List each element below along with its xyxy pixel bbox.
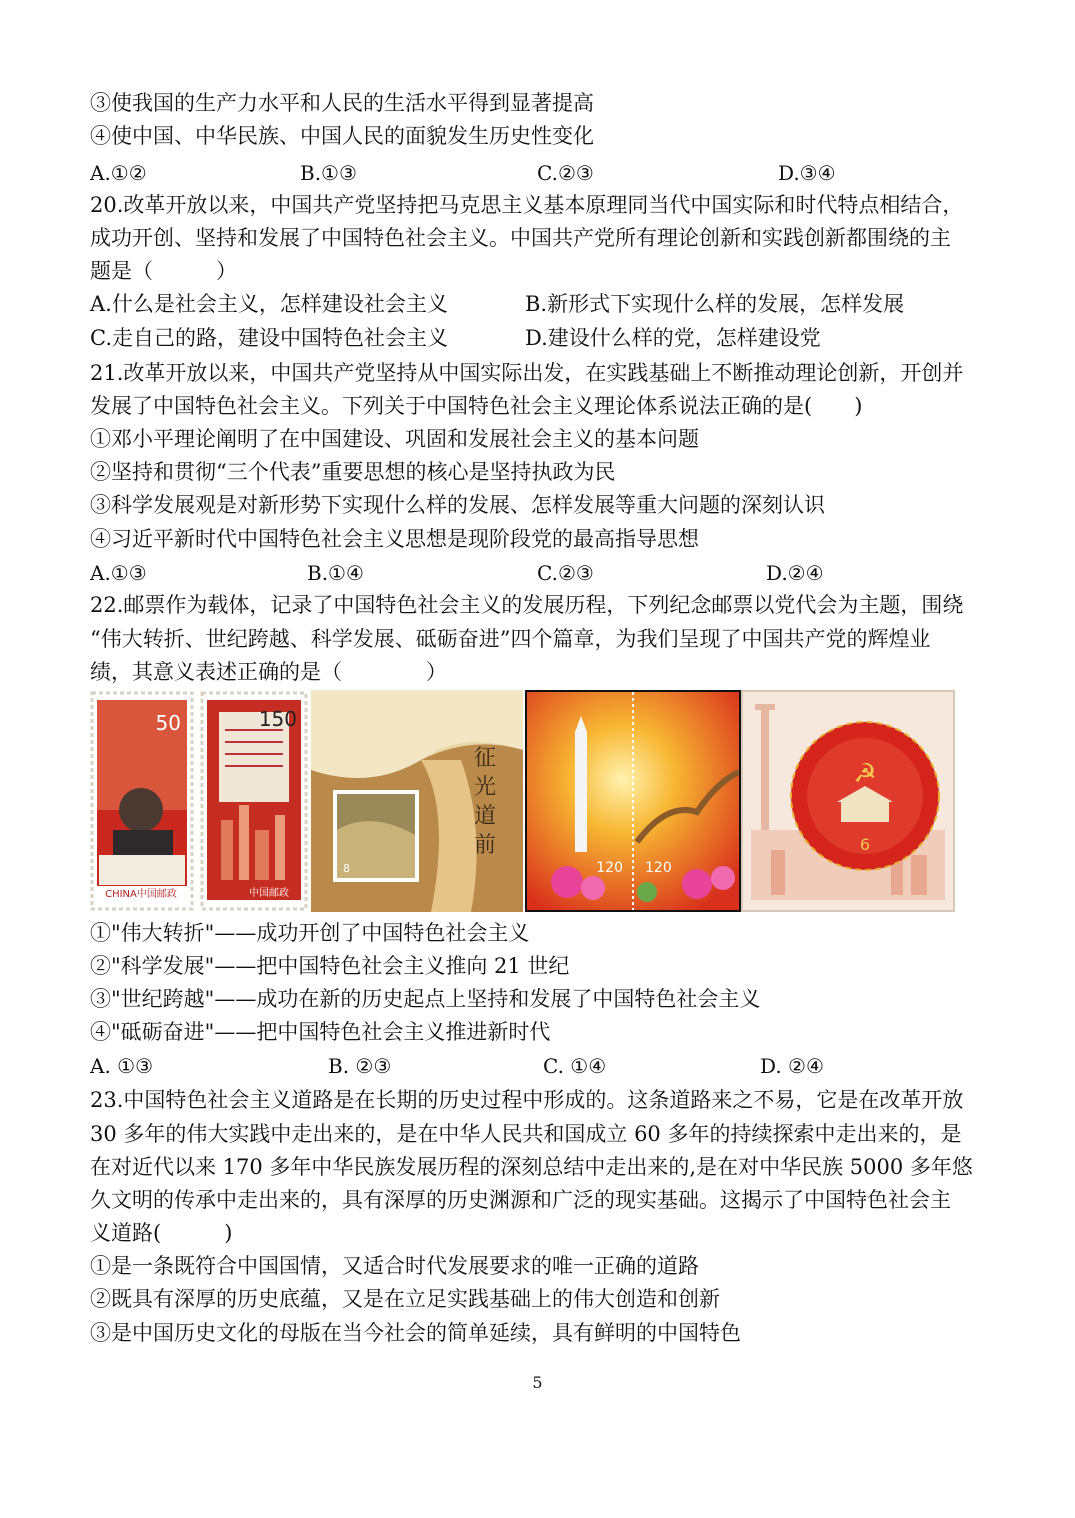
stamp-3-calligraphy: 征 光 道 前 — [470, 745, 496, 855]
stamp-4-art — [527, 692, 739, 910]
stamp-2-art — [199, 690, 309, 912]
q23-statement-3: ③是中国历史文化的母版在当今社会的简单延续，具有鲜明的中国特色 — [90, 1321, 741, 1345]
stamp-1-value: 50 — [155, 711, 181, 735]
stamp-scientific-development — [311, 690, 523, 912]
q21-stem-line-1: 21.改革开放以来，中国共产党坚持从中国实际出发，在实践基础上不断推动理论创新，开创并 — [90, 361, 964, 385]
q22-option-b[interactable]: B. ②③ — [328, 1054, 392, 1078]
q21-option-a[interactable]: A.①③ — [90, 561, 147, 585]
stamp-2-value: 150 — [258, 707, 297, 731]
stamp-great-turning-point — [89, 690, 195, 912]
q19-option-a[interactable]: A.①② — [90, 161, 147, 185]
stamp-5-art — [741, 690, 955, 912]
q22-option-c[interactable]: C. ①④ — [543, 1054, 607, 1078]
stamp-3-art — [311, 690, 523, 912]
q22-statement-2: ②"科学发展"——把中国特色社会主义推向 21 世纪 — [90, 954, 570, 978]
stamp-19th-congress — [741, 690, 955, 912]
q23-stem-line-5: 义道路( ) — [90, 1221, 233, 1245]
q21-option-b[interactable]: B.①④ — [307, 561, 364, 585]
q22-option-a[interactable]: A. ①③ — [90, 1054, 154, 1078]
q21-statement-1: ①邓小平理论阐明了在中国建设、巩固和发展社会主义的基本问题 — [90, 427, 699, 451]
q19-option-c[interactable]: C.②③ — [537, 161, 594, 185]
q23-stem-line-4: 久文明的传承中走出来的，具有深厚的历史渊源和广泛的现实基础。这揭示了中国特色社会主 — [90, 1188, 951, 1212]
q19-statement-4: ④使中国、中华民族、中国人民的面貌发生历史性变化 — [90, 124, 594, 148]
page-number: 5 — [532, 1373, 543, 1392]
q21-statement-2: ②坚持和贯彻“三个代表”重要思想的核心是坚持执政为民 — [90, 460, 616, 484]
q23-stem-line-1: 23.中国特色社会主义道路是在长期的历史过程中形成的。这条道路来之不易，它是在改革开放 — [90, 1088, 964, 1112]
q19-option-d[interactable]: D.③④ — [778, 161, 836, 185]
q20-stem-line-3: 题是（ ） — [90, 259, 237, 283]
q23-stem-line-3: 在对近代以来 170 多年中华民族发展历程的深刻总结中走出来的,是在对中华民族 5000 多年悠 — [90, 1155, 973, 1179]
q22-stem-line-3: 绩，其意义表述正确的是（ ） — [90, 660, 447, 684]
q22-stem-line-1: 22.邮票作为载体，记录了中国特色社会主义的发展历程，下列纪念邮票以党代会为主题，围绕 — [90, 593, 964, 617]
q21-option-c[interactable]: C.②③ — [537, 561, 594, 585]
q23-stem-line-2: 30 多年的伟大实践中走出来的，是在中华人民共和国成立 60 多年的持续探索中走出来的，是 — [90, 1122, 962, 1146]
stamp-1-art — [89, 690, 195, 912]
stamp-5-value: 6 — [859, 835, 871, 854]
q23-statement-1: ①是一条既符合中国国情，又适合时代发展要求的唯一正确的道路 — [90, 1254, 699, 1278]
q23-statement-2: ②既具有深厚的历史底蕴，又是在立足实践基础上的伟大创造和创新 — [90, 1287, 720, 1311]
q22-statement-3: ③"世纪跨越"——成功在新的历史起点上坚持和发展了中国特色社会主义 — [90, 987, 761, 1011]
q19-option-b[interactable]: B.①③ — [300, 161, 357, 185]
q20-option-d[interactable]: D.建设什么样的党，怎样建设党 — [525, 326, 821, 350]
hammer-sickle-icon: ☭ — [853, 759, 877, 789]
q20-stem-line-1: 20.改革开放以来，中国共产党坚持把马克思主义基本原理同当代中国实际和时代特点相结合， — [90, 193, 964, 217]
q21-stem-line-2: 发展了中国特色社会主义。下列关于中国特色社会主义理论体系说法正确的是( ) — [90, 394, 863, 418]
stamp-4-value-left: 120 — [596, 860, 623, 876]
stamp-century-leap — [199, 690, 309, 912]
q20-option-a[interactable]: A.什么是社会主义，怎样建设社会主义 — [90, 292, 448, 316]
q21-statement-3: ③科学发展观是对新形势下实现什么样的发展、怎样发展等重大问题的深刻认识 — [90, 493, 825, 517]
stamp-3-value: 8 — [343, 862, 350, 875]
q21-option-d[interactable]: D.②④ — [766, 561, 824, 585]
stamp-1-brand: CHINA中国邮政 — [105, 889, 177, 900]
q19-statement-3: ③使我国的生产力水平和人民的生活水平得到显著提高 — [90, 91, 594, 115]
stamp-2-brand: 中国邮政 — [249, 888, 289, 899]
q22-statement-1: ①"伟大转折"——成功开创了中国特色社会主义 — [90, 921, 530, 945]
stamp-forging-ahead — [525, 690, 741, 912]
q22-option-d[interactable]: D. ②④ — [760, 1054, 824, 1078]
q22-stem-line-2: “伟大转折、世纪跨越、科学发展、砥砺奋进”四个篇章，为我们呈现了中国共产党的辉煌业 — [90, 627, 931, 651]
commemorative-stamps-image — [89, 690, 955, 915]
q20-stem-line-2: 成功开创、坚持和发展了中国特色社会主义。中国共产党所有理论创新和实践创新都围绕的主 — [90, 226, 951, 250]
q20-option-c[interactable]: C.走自己的路，建设中国特色社会主义 — [90, 326, 448, 350]
q21-statement-4: ④习近平新时代中国特色社会主义思想是现阶段党的最高指导思想 — [90, 527, 699, 551]
q20-option-b[interactable]: B.新形式下实现什么样的发展，怎样发展 — [525, 292, 905, 316]
q22-statement-4: ④"砥砺奋进"——把中国特色社会主义推进新时代 — [90, 1020, 551, 1044]
stamp-4-value-right: 120 — [645, 860, 672, 876]
